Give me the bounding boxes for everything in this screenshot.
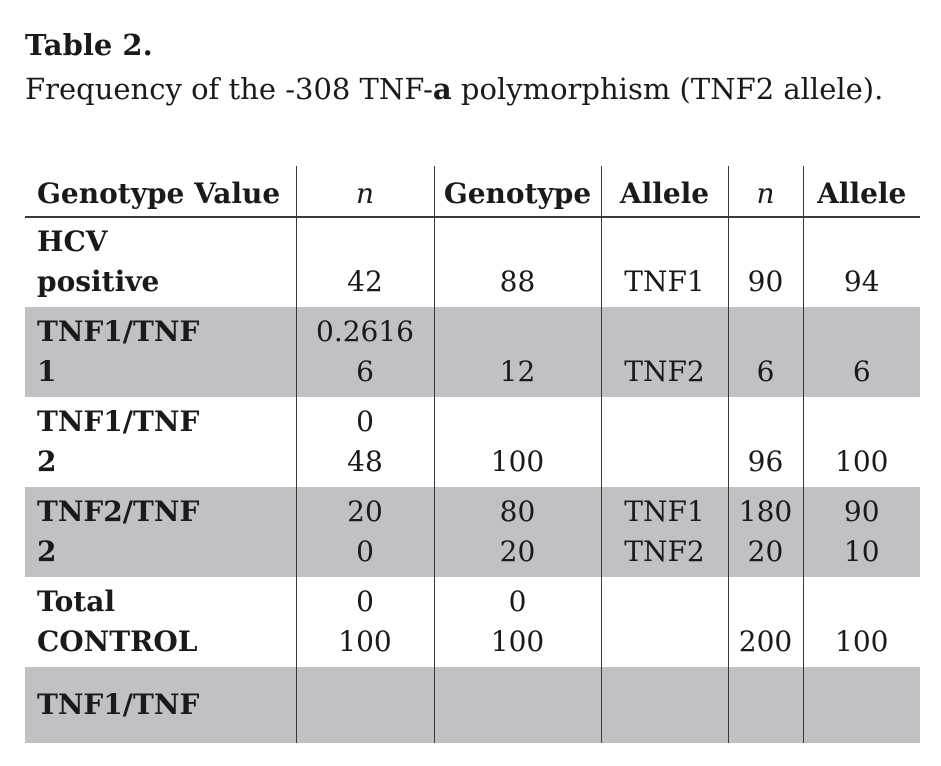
cell-n	[296, 667, 434, 743]
cell-line	[735, 402, 797, 442]
row-label-line: 1	[37, 355, 57, 388]
cell-genotype	[434, 667, 601, 743]
cell-line	[608, 622, 722, 662]
cell-line	[810, 582, 915, 622]
cell-line: 90	[747, 265, 784, 298]
cell-allele	[601, 487, 728, 577]
table-row	[25, 667, 920, 743]
row-label-line: HCV	[37, 225, 108, 258]
row-label	[25, 487, 296, 577]
cell-line: 100	[490, 625, 545, 658]
cell-n-allele	[728, 667, 803, 743]
row-label	[25, 667, 296, 743]
cell-line: 88	[499, 265, 536, 298]
cell-line	[735, 312, 797, 352]
header-genotype-value: Genotype Value	[25, 166, 296, 217]
row-label	[25, 577, 296, 667]
cell-line: 100	[490, 445, 545, 478]
cell-line	[608, 222, 722, 262]
table-row	[25, 217, 920, 307]
cell-allele-percent	[803, 307, 920, 397]
row-label-line: 2	[37, 445, 57, 478]
cell-line	[441, 402, 595, 442]
cell-line	[810, 222, 915, 262]
cell-line: 10	[843, 535, 880, 568]
cell-line: 180	[738, 495, 793, 528]
cell-line: 42	[347, 265, 383, 298]
cell-allele	[601, 667, 728, 743]
table-row	[25, 307, 920, 397]
row-label-line: 2	[37, 535, 57, 568]
caption-text-bold: a	[432, 72, 452, 106]
cell-genotype	[434, 397, 601, 487]
cell-line: 80	[499, 495, 536, 528]
cell-line	[441, 312, 595, 352]
cell-line: 0	[508, 585, 527, 618]
frequency-table	[25, 166, 920, 743]
cell-allele	[601, 307, 728, 397]
cell-n-allele	[728, 487, 803, 577]
cell-line: TNF2	[624, 535, 705, 568]
cell-line	[608, 312, 722, 352]
cell-line: 200	[738, 625, 793, 658]
cell-line	[303, 222, 428, 262]
header-genotype: Genotype	[434, 166, 601, 217]
table-header-row	[25, 166, 920, 217]
cell-line: 100	[835, 445, 889, 478]
cell-genotype	[434, 307, 601, 397]
caption-text-end: polymorphism (TNF2 allele).	[451, 72, 884, 106]
cell-genotype	[434, 217, 601, 307]
cell-line	[441, 222, 595, 262]
cell-genotype	[434, 577, 601, 667]
cell-n	[296, 487, 434, 577]
cell-allele-percent	[803, 577, 920, 667]
cell-n	[296, 397, 434, 487]
cell-line: 100	[338, 625, 392, 658]
cell-n-allele	[728, 577, 803, 667]
cell-line: 20	[747, 535, 784, 568]
cell-line: 6	[756, 355, 775, 388]
cell-line: TNF1	[624, 495, 705, 528]
cell-allele	[601, 397, 728, 487]
row-label-line: CONTROL	[37, 625, 198, 658]
row-label	[25, 217, 296, 307]
cell-line: 20	[347, 495, 383, 528]
row-label	[25, 397, 296, 487]
cell-allele-percent	[803, 487, 920, 577]
cell-allele	[601, 217, 728, 307]
cell-line: 6	[356, 355, 374, 388]
cell-line: 12	[499, 355, 536, 388]
cell-line	[810, 312, 915, 352]
cell-allele-percent	[803, 667, 920, 743]
row-label-line: positive	[37, 265, 160, 298]
cell-n	[296, 577, 434, 667]
header-n: n	[296, 166, 434, 217]
cell-line	[608, 402, 722, 442]
cell-line: 0.2616	[316, 315, 414, 348]
cell-line: 94	[843, 265, 880, 298]
cell-line: TNF1	[624, 265, 705, 298]
row-label-line: TNF1/TNF	[37, 688, 200, 721]
cell-line: 6	[852, 355, 871, 388]
cell-n	[296, 307, 434, 397]
cell-genotype	[434, 487, 601, 577]
row-label-line: TNF2/TNF	[37, 495, 200, 528]
cell-line: 100	[835, 625, 889, 658]
caption-text-start: Frequency of the -308 TNF-	[25, 72, 433, 106]
cell-allele-percent	[803, 397, 920, 487]
row-label-line: TNF1/TNF	[37, 315, 200, 348]
table-caption-text	[25, 72, 883, 106]
cell-line: 90	[843, 495, 880, 528]
cell-n-allele	[728, 307, 803, 397]
table-caption-label: Table 2.	[25, 28, 153, 62]
table-row	[25, 577, 920, 667]
header-allele-percent: Allele	[803, 166, 920, 217]
cell-line: 48	[347, 445, 383, 478]
row-label-line: Total	[37, 585, 116, 618]
table-row	[25, 397, 920, 487]
cell-line	[735, 222, 797, 262]
cell-line	[608, 582, 722, 622]
cell-line	[608, 442, 722, 482]
cell-line: TNF2	[624, 355, 705, 388]
cell-n-allele	[728, 217, 803, 307]
cell-allele	[601, 577, 728, 667]
row-label	[25, 307, 296, 397]
cell-allele-percent	[803, 217, 920, 307]
cell-line	[810, 402, 915, 442]
cell-line	[735, 582, 797, 622]
row-label-line: TNF1/TNF	[37, 405, 200, 438]
cell-line: 0	[356, 585, 374, 618]
cell-line: 96	[747, 445, 784, 478]
header-allele: Allele	[601, 166, 728, 217]
cell-n-allele	[728, 397, 803, 487]
cell-line: 0	[356, 405, 374, 438]
cell-line: 0	[356, 535, 374, 568]
cell-line: 20	[499, 535, 536, 568]
header-n-allele: n	[728, 166, 803, 217]
cell-n	[296, 217, 434, 307]
table-row	[25, 487, 920, 577]
